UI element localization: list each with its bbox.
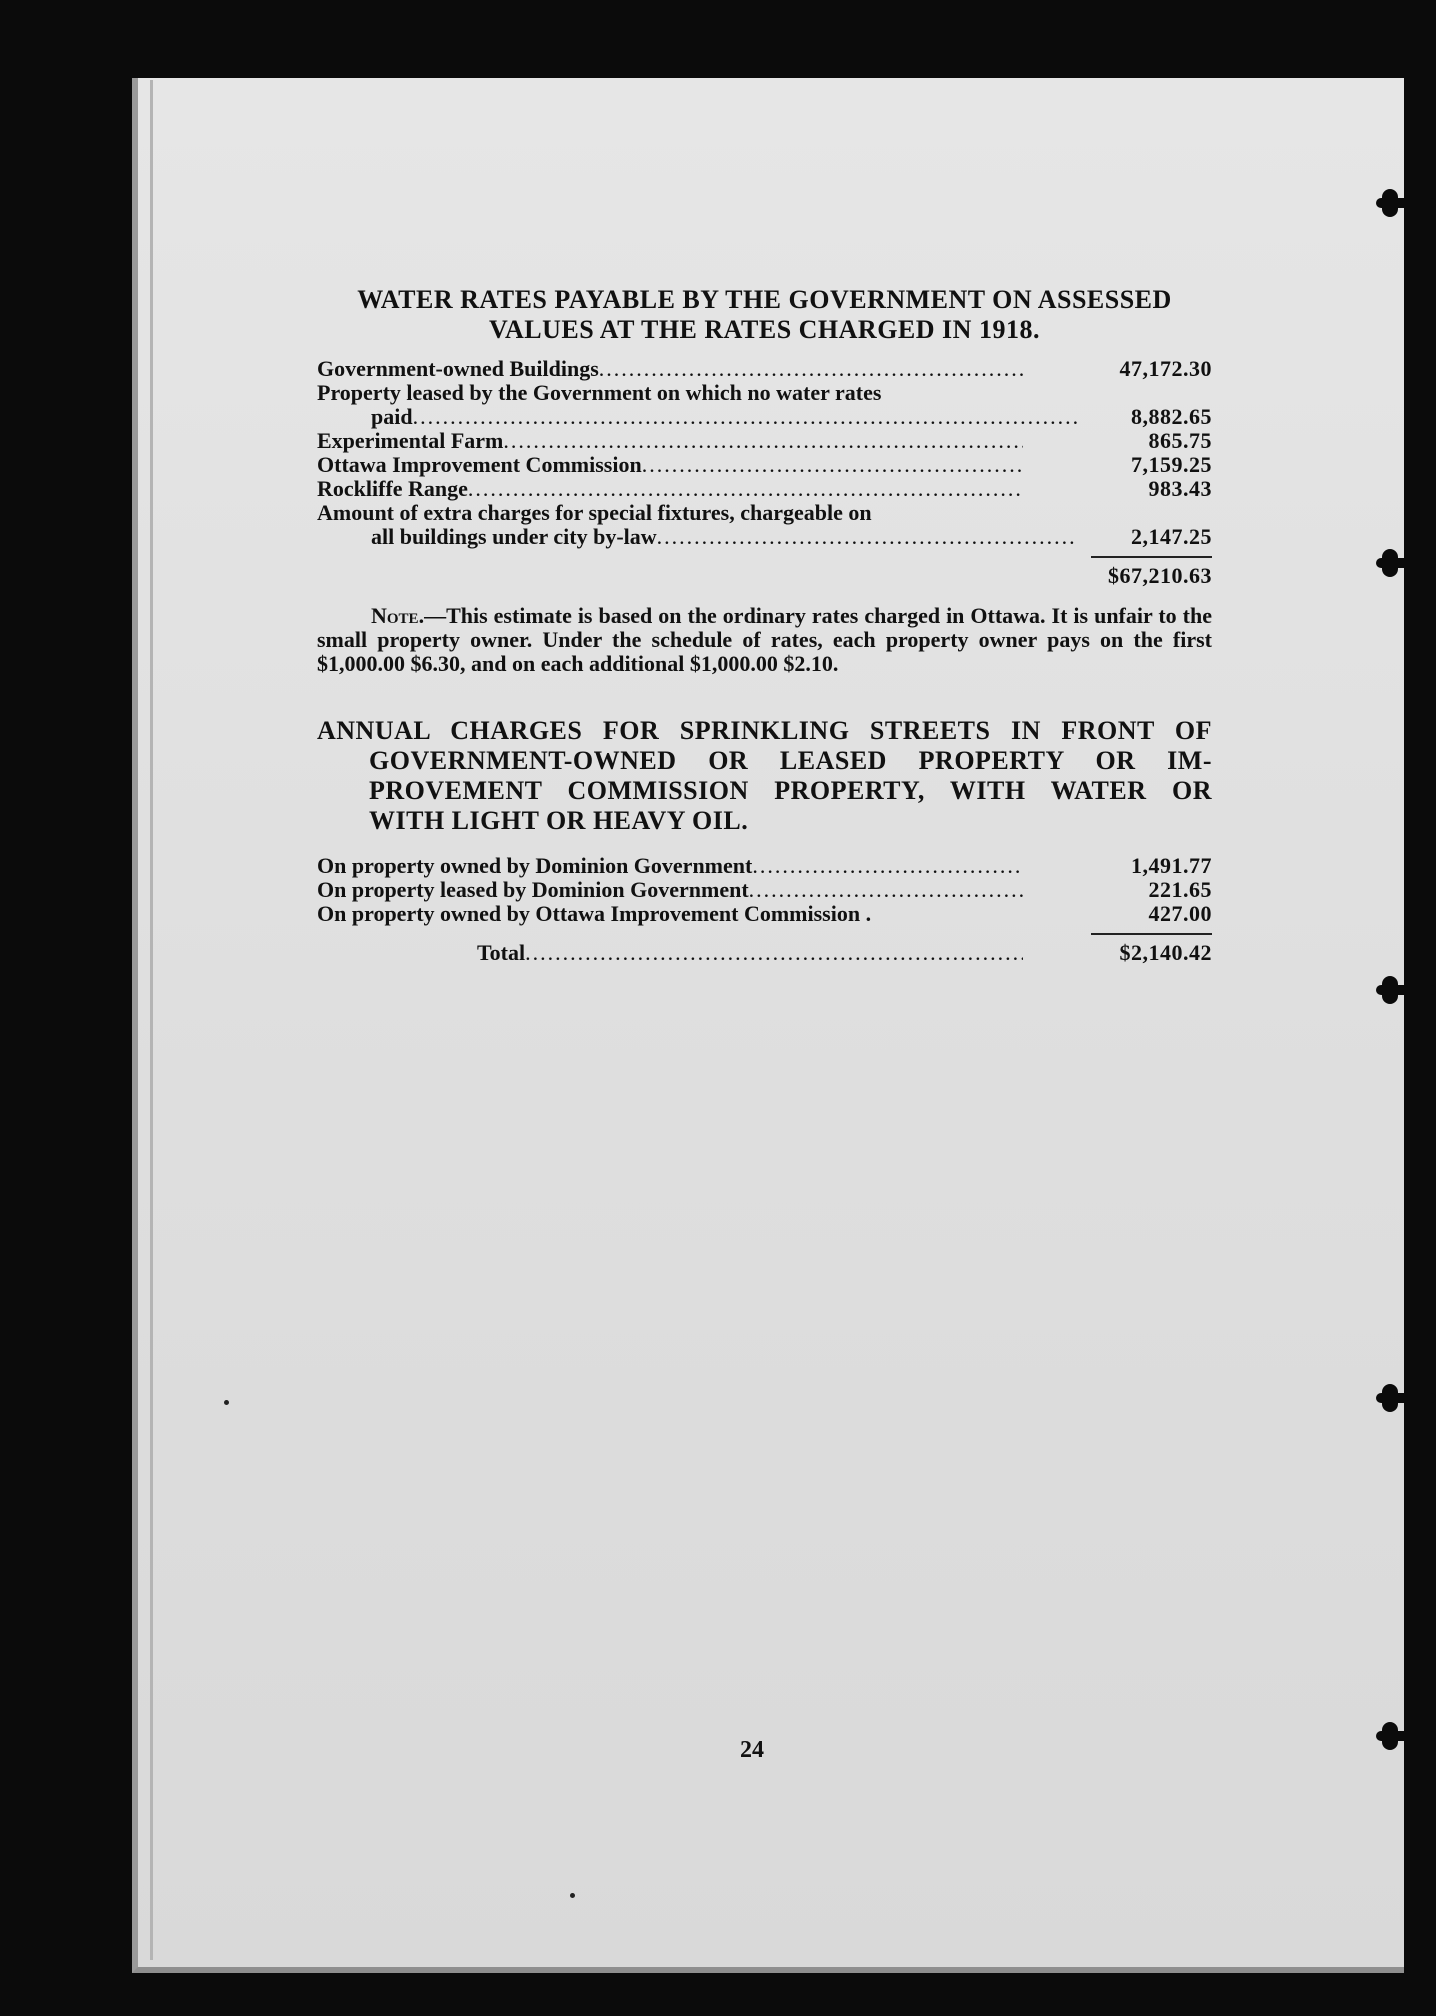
row-label: paid	[371, 405, 413, 429]
row-amount: 7,159.25	[1131, 452, 1212, 477]
table-row	[317, 429, 1212, 453]
row-label: Rockliffe Range	[317, 477, 468, 501]
row-amount: 47,172.30	[1119, 356, 1212, 381]
table-row	[317, 477, 1212, 501]
table-row	[317, 878, 1212, 902]
speck	[570, 1893, 575, 1898]
table-row	[317, 381, 1212, 429]
note-text: —This estimate is based on the ordinary rates charged in Ottawa. It is unfair to the small property owner. Under the schedule of rates, each property owner pays on the first $1,000.00 $6.30, and on each additional $1,000.00 $2.10.	[317, 603, 1212, 676]
page-content	[317, 285, 1212, 965]
table-row	[317, 854, 1212, 878]
note-heading: Note.	[371, 603, 425, 628]
section1-title	[317, 285, 1212, 345]
total-amount: $2,140.42	[1119, 940, 1212, 965]
total-amount: $67,210.63	[1108, 563, 1212, 588]
total-row	[317, 941, 1212, 965]
section2-title-line2: GOVERNMENT-OWNED OR LEASED PROPERTY OR IM-	[369, 746, 1212, 775]
page-edge	[150, 80, 153, 1960]
section1-title-line1: WATER RATES PAYABLE BY THE GOVERNMENT ON ASSESSED	[357, 285, 1172, 314]
row-amount: 1,491.77	[1131, 853, 1212, 878]
row-label: all buildings under city by-law	[371, 525, 657, 549]
binder-ring	[1376, 558, 1436, 568]
section2-title-line4: WITH LIGHT OR HEAVY OIL.	[369, 806, 749, 835]
table-row	[317, 357, 1212, 381]
page-number: 24	[740, 1737, 764, 1763]
water-rates-table	[317, 357, 1212, 588]
row-amount: 865.75	[1148, 428, 1212, 453]
binder-ring	[1376, 198, 1436, 208]
row-amount: 221.65	[1148, 877, 1212, 902]
total-rule	[1091, 933, 1212, 935]
section2-title-line3: PROVEMENT COMMISSION PROPERTY, WITH WATER OR	[369, 776, 1212, 805]
row-label: On property owned by Dominion Government	[317, 854, 753, 878]
sprinkling-table	[317, 854, 1212, 965]
row-amount: 983.43	[1148, 476, 1212, 501]
speck	[224, 1400, 229, 1405]
row-amount: 2,147.25	[1131, 524, 1212, 549]
row-amount: 8,882.65	[1131, 404, 1212, 429]
row-label: On property leased by Dominion Government	[317, 878, 749, 902]
binder-ring	[1376, 1393, 1436, 1403]
row-label-line1: Amount of extra charges for special fixtures, chargeable on	[317, 500, 872, 525]
row-label: On property owned by Ottawa Improvement Commission .	[317, 902, 872, 926]
total-row	[317, 564, 1212, 588]
binder-ring	[1376, 1731, 1436, 1741]
table-row	[317, 902, 1212, 926]
row-amount: 427.00	[1148, 901, 1212, 926]
section2-title	[317, 716, 1212, 836]
row-label: Ottawa Improvement Commission	[317, 453, 642, 477]
table-row	[317, 501, 1212, 549]
row-label-line1: Property leased by the Government on which no water rates	[317, 380, 882, 405]
section2-title-line1: ANNUAL CHARGES FOR SPRINKLING STREETS IN FRONT OF	[317, 716, 1212, 745]
binder-ring	[1376, 985, 1436, 995]
table-row	[317, 453, 1212, 477]
section1-title-line2: VALUES AT THE RATES CHARGED IN 1918.	[489, 315, 1040, 344]
note-paragraph	[317, 604, 1212, 676]
row-label: Government-owned Buildings	[317, 357, 599, 381]
total-rule	[1091, 556, 1212, 558]
row-label: Experimental Farm	[317, 429, 504, 453]
total-label: Total	[477, 941, 526, 965]
